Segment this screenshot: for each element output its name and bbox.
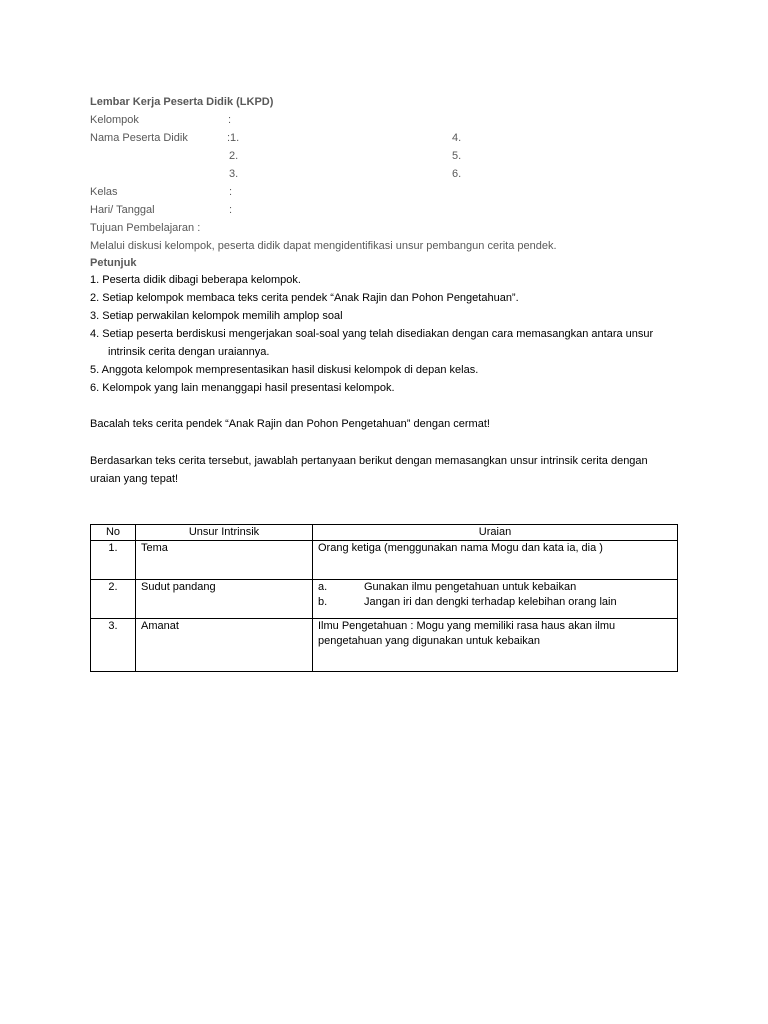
row-number: 3. — [91, 619, 136, 672]
hari-colon: : — [229, 204, 233, 216]
table-row — [91, 541, 678, 580]
answer-instruction-line2: uraian yang tepat! — [90, 473, 179, 485]
petunjuk-item-4-continued: intrinsik cerita dengan uraiannya. — [108, 346, 270, 358]
petunjuk-item-5: 5. Anggota kelompok mempresentasikan hasil diskusi kelompok di depan kelas. — [90, 364, 479, 376]
row-unsur: Sudut pandang — [136, 580, 313, 619]
nama-number-6: 6. — [452, 168, 462, 180]
answer-instruction-line1: Berdasarkan teks cerita tersebut, jawablah pertanyaan berikut dengan memasangkan unsur intrinsik cerita dengan — [90, 455, 648, 467]
kelas-colon: : — [229, 186, 233, 198]
lkpd-title: Lembar Kerja Peserta Didik (LKPD) — [90, 96, 274, 108]
petunjuk-item-2: 2. Setiap kelompok membaca teks cerita pendek “Anak Rajin dan Pohon Pengetahuan”. — [90, 292, 519, 304]
table-header-row — [91, 525, 678, 541]
petunjuk-heading: Petunjuk — [90, 257, 137, 269]
kelompok-label: Kelompok — [90, 114, 139, 126]
tujuan-text: Melalui diskusi kelompok, peserta didik dapat mengidentifikasi unsur pembangun cerita pendek. — [90, 240, 557, 252]
option-a-text: Gunakan ilmu pengetahuan untuk kebaikan — [364, 581, 577, 593]
intrinsic-table — [90, 524, 678, 672]
hari-label: Hari/ Tanggal — [90, 204, 155, 216]
row-unsur: Amanat — [136, 619, 313, 672]
row-uraian-line1: Ilmu Pengetahuan : Mogu yang memiliki rasa haus akan ilmu — [318, 620, 616, 632]
row-unsur: Tema — [136, 541, 313, 580]
header-unsur: Unsur Intrinsik — [136, 525, 313, 541]
option-a-marker: a. — [318, 581, 328, 593]
petunjuk-item-6: 6. Kelompok yang lain menanggapi hasil presentasi kelompok. — [90, 382, 395, 394]
nama-number-1: :1. — [227, 132, 240, 144]
header-no: No — [91, 525, 136, 541]
nama-number-5: 5. — [452, 150, 462, 162]
row-uraian-options — [313, 580, 678, 619]
row-uraian — [313, 619, 678, 672]
petunjuk-item-1: 1. Peserta didik dibagi beberapa kelompok. — [90, 274, 301, 286]
nama-number-4: 4. — [452, 132, 462, 144]
nama-number-3: 3. — [229, 168, 239, 180]
row-number: 1. — [91, 541, 136, 580]
kelas-label: Kelas — [90, 186, 118, 198]
kelompok-colon: : — [228, 114, 232, 126]
row-uraian: Orang ketiga (menggunakan nama Mogu dan kata ia, dia ) — [313, 541, 678, 580]
header-uraian: Uraian — [313, 525, 678, 541]
petunjuk-item-4: 4. Setiap peserta berdiskusi mengerjakan soal-soal yang telah disediakan dengan cara memasangkan antara unsur — [90, 328, 654, 340]
nama-number-2: 2. — [229, 150, 239, 162]
table-row — [91, 619, 678, 672]
row-uraian-line2: pengetahuan yang digunakan untuk kebaikan — [318, 635, 541, 647]
option-b — [318, 595, 672, 610]
read-instruction: Bacalah teks cerita pendek “Anak Rajin dan Pohon Pengetahuan” dengan cermat! — [90, 418, 490, 430]
nama-label: Nama Peserta Didik — [90, 132, 188, 144]
table-row — [91, 580, 678, 619]
option-a — [318, 580, 672, 595]
row-number: 2. — [91, 580, 136, 619]
option-b-marker: b. — [318, 596, 328, 608]
option-b-text: Jangan iri dan dengki terhadap kelebihan orang lain — [364, 596, 617, 608]
tujuan-label: Tujuan Pembelajaran : — [90, 222, 201, 234]
petunjuk-item-3: 3. Setiap perwakilan kelompok memilih amplop soal — [90, 310, 343, 322]
